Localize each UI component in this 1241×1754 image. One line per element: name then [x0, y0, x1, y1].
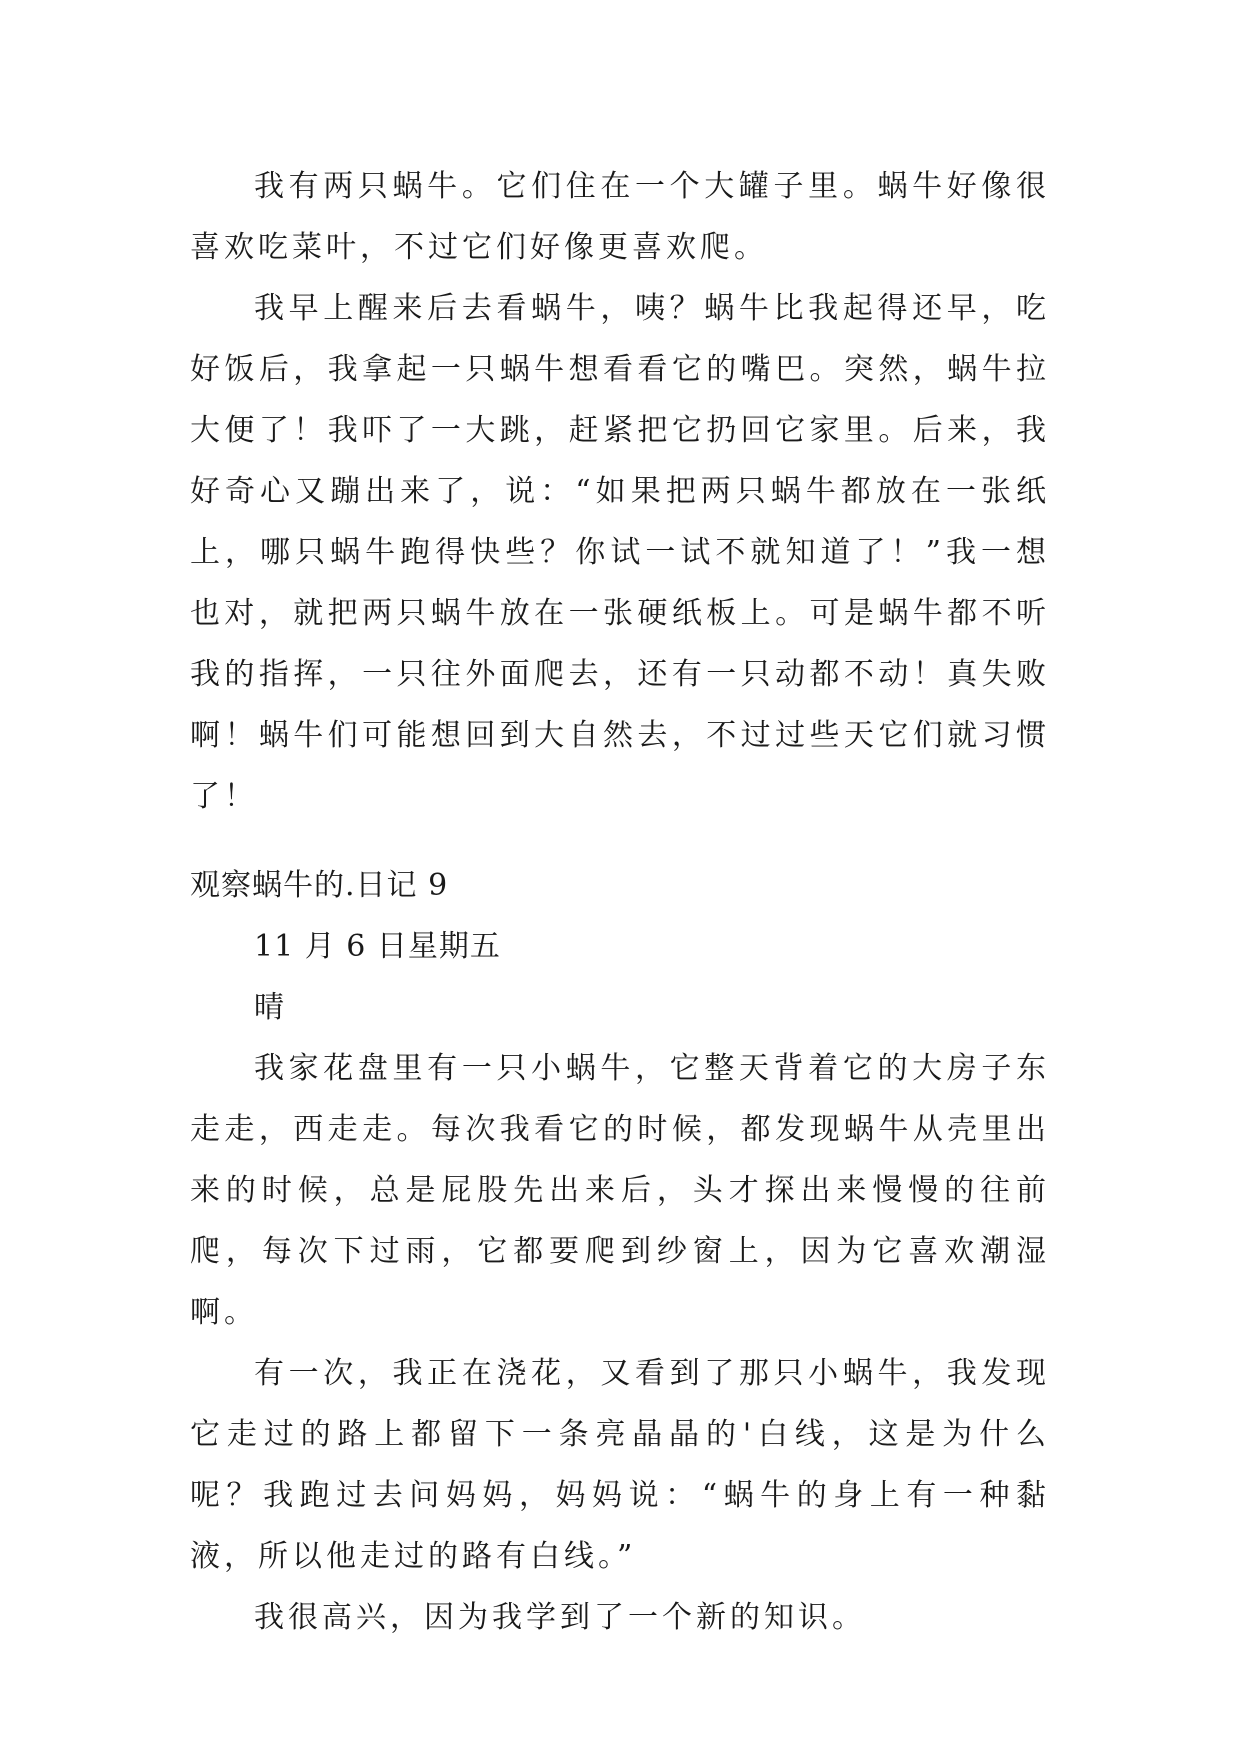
document-content	[190, 156, 1050, 1648]
paragraph-snail-race: 我早上醒来后去看蜗牛，咦？蜗牛比我起得还早，吃好饭后，我拿起一只蜗牛想看看它的嘴巴。突然，蜗牛拉大便了！我吓了一大跳，赶紧把它扔回它家里。后来，我好奇心又蹦出来了，说：“如果把两只蜗牛都放在一张纸上，哪只蜗牛跑得快些？你试一试不就知道了！”我一想也对，就把两只蜗牛放在一张硬纸板上。可是蜗牛都不听我的指挥，一只往外面爬去，还有一只动都不动！真失败啊！蜗牛们可能想回到大自然去，不过过些天它们就习惯了！	[190, 291, 1050, 814]
paragraph-white-line: 有一次，我正在浇花，又看到了那只小蜗牛，我发现它走过的路上都留下一条亮晶晶的'白线，这是为什么呢？我跑过去问妈妈，妈妈说：“蜗牛的身上有一种黏液，所以他走过的路有白线。”	[190, 1356, 1050, 1574]
diary-title: 观察蜗牛的.日记 9	[190, 868, 449, 903]
paragraph-snails-jar: 我有两只蜗牛。它们住在一个大罐子里。蜗牛好像很喜欢吃菜叶，不过它们好像更喜欢爬。	[190, 169, 1050, 265]
diary-date: 11 月 6 日星期五	[254, 929, 501, 964]
paragraph-flowerpot-snail: 我家花盘里有一只小蜗牛，它整天背着它的大房子东走走，西走走。每次我看它的时候，都发现蜗牛从壳里出来的时候，总是屁股先出来后，头才探出来慢慢的往前爬，每次下过雨，它都要爬到纱窗上，因为它喜欢潮湿啊。	[190, 1051, 1050, 1330]
diary-weather: 晴	[254, 990, 285, 1025]
paragraph-conclusion: 我很高兴，因为我学到了一个新的知识。	[254, 1600, 866, 1635]
